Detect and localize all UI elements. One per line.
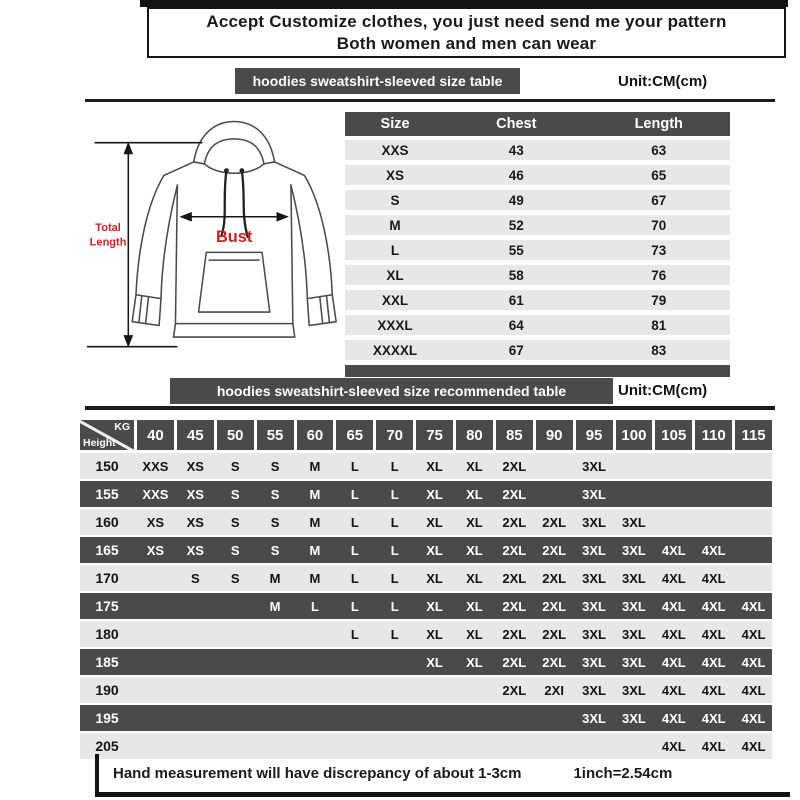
top-border-line: [140, 0, 788, 7]
size-recommendation-cell: XXS: [142, 458, 169, 474]
recommended-table-header: [80, 420, 772, 450]
kg-label: KG: [114, 421, 130, 433]
length-column-header: Length: [634, 116, 683, 132]
bust-arrow: [179, 212, 289, 222]
size-recommendation-cell: 3XL: [582, 626, 606, 642]
size-recommendation-cell: XS: [186, 458, 204, 474]
size-table-row: [345, 265, 730, 285]
size-recommendation-cell: 3XL: [582, 514, 606, 530]
size-recommendation-cell: M: [309, 514, 321, 530]
size-recommendation-cell: 4XL: [701, 598, 726, 614]
recommend-row: [80, 537, 772, 563]
size-recommendation-cell: L: [350, 486, 359, 502]
size-recommendation-cell: XL: [466, 514, 483, 530]
size-recommendation-cell: 3XL: [582, 570, 606, 586]
length-cell: 76: [651, 267, 667, 283]
chest-cell: 52: [508, 217, 524, 233]
size-cell: XXXL: [377, 317, 413, 333]
size-recommendation-cell: S: [230, 542, 240, 558]
size-table-row: [345, 315, 730, 335]
size-recommendation-cell: 4XL: [661, 542, 686, 558]
size-recommendation-cell: 2XL: [542, 514, 567, 530]
size-recommendation-cell: S: [270, 542, 280, 558]
height-cell: 155: [95, 486, 119, 502]
chest-cell: 49: [508, 192, 524, 208]
height-label: Height: [83, 437, 116, 449]
size-recommendation-cell: 3XL: [622, 514, 646, 530]
size-recommendation-cell: 3XL: [622, 542, 646, 558]
size-recommendation-cell: L: [350, 458, 359, 474]
size-recommendation-cell: M: [309, 458, 321, 474]
size-recommendation-cell: 2XL: [542, 570, 567, 586]
size-recommendation-cell: L: [310, 598, 319, 614]
size-recommendation-cell: 2XL: [502, 570, 527, 586]
height-cell: 165: [95, 542, 119, 558]
size-cell: M: [389, 217, 401, 233]
size-recommendation-cell: XL: [466, 570, 483, 586]
weight-column-header: 90: [536, 420, 573, 450]
recommended-table: [80, 420, 772, 761]
size-recommendation-cell: 2XL: [502, 626, 527, 642]
size-recommendation-cell: M: [269, 598, 281, 614]
size-recommendation-cell: L: [350, 514, 359, 530]
size-recommendation-cell: 2XL: [502, 542, 527, 558]
length-cell: 81: [651, 317, 667, 333]
size-recommendation-cell: S: [230, 514, 240, 530]
size-recommendation-cell: XL: [466, 626, 483, 642]
banner-line2: Both women and men can wear: [336, 33, 597, 53]
size-recommendation-cell: S: [230, 486, 240, 502]
chest-cell: 58: [508, 267, 524, 283]
height-cell: 205: [95, 738, 119, 754]
size-recommendation-cell: XL: [426, 542, 443, 558]
weight-column-header: 50: [217, 420, 254, 450]
size-recommendation-cell: 2XL: [502, 598, 527, 614]
total-length-label-line1: Total: [95, 222, 121, 235]
size-recommendation-cell: 3XL: [622, 626, 646, 642]
size-recommendation-cell: 3XL: [582, 486, 606, 502]
length-cell: 65: [651, 167, 667, 183]
divider-line-2: [85, 406, 775, 410]
weight-column-header: 70: [376, 420, 413, 450]
size-table-row: [345, 240, 730, 260]
size-cell: XS: [386, 167, 405, 183]
size-recommendation-cell: 2XL: [542, 654, 567, 670]
size-recommendation-cell: L: [350, 570, 359, 586]
chest-cell: 64: [508, 317, 524, 333]
hoodie-measure-diagram: [85, 110, 340, 364]
size-table-row: [345, 290, 730, 310]
height-cell: 180: [95, 626, 119, 642]
size-recommendation-cell: XL: [466, 654, 483, 670]
length-cell: 63: [651, 142, 667, 158]
size-recommendation-cell: XL: [466, 598, 483, 614]
height-cell: 195: [95, 710, 119, 726]
length-cell: 83: [651, 342, 667, 358]
size-recommendation-cell: 2XL: [502, 486, 527, 502]
size-table-row: [345, 140, 730, 160]
size-table-footer-bar: [345, 365, 730, 377]
size-cell: XXXXL: [372, 342, 418, 358]
recommend-row: [80, 481, 772, 507]
size-recommendation-cell: M: [309, 486, 321, 502]
size-recommendation-cell: 3XL: [622, 682, 646, 698]
weight-column-header: 80: [456, 420, 493, 450]
size-cell: XXS: [381, 142, 409, 158]
size-recommendation-cell: L: [390, 626, 399, 642]
recommend-row: [80, 705, 772, 731]
chest-cell: 43: [508, 142, 524, 158]
size-recommendation-cell: 4XL: [701, 654, 726, 670]
size-recommendation-cell: L: [350, 542, 359, 558]
size-recommendation-cell: 4XL: [661, 654, 686, 670]
size-table-unit: Unit:CM(cm): [618, 73, 708, 90]
size-recommendation-cell: 4XL: [701, 626, 726, 642]
recommend-row: [80, 677, 772, 703]
weight-column-header: 45: [177, 420, 214, 450]
size-recommendation-cell: L: [390, 486, 399, 502]
size-recommendation-cell: 4XL: [741, 738, 766, 754]
weight-column-header: 75: [416, 420, 453, 450]
size-recommendation-cell: S: [270, 514, 280, 530]
size-recommendation-cell: L: [390, 514, 399, 530]
recommend-row: [80, 453, 772, 479]
size-recommendation-cell: L: [390, 542, 399, 558]
size-recommendation-cell: M: [309, 542, 321, 558]
size-table-body: [345, 140, 730, 360]
size-recommendation-cell: 3XL: [582, 682, 606, 698]
size-recommendation-cell: L: [390, 570, 399, 586]
size-recommendation-cell: S: [230, 458, 240, 474]
size-recommendation-cell: XS: [146, 542, 165, 558]
size-recommendation-cell: XL: [426, 570, 443, 586]
size-recommendation-cell: XS: [186, 486, 204, 502]
size-recommendation-cell: M: [269, 570, 281, 586]
bust-label: Bust: [215, 227, 253, 246]
size-recommendation-cell: S: [190, 570, 200, 586]
size-recommendation-cell: L: [350, 626, 359, 642]
size-recommendation-cell: 3XL: [582, 458, 606, 474]
size-recommendation-cell: 4XL: [701, 738, 726, 754]
chest-cell: 46: [508, 167, 524, 183]
kg-height-corner-cell: [80, 420, 134, 450]
size-recommendation-cell: 2XI: [544, 682, 564, 698]
size-recommendation-cell: XS: [146, 514, 165, 530]
size-cell: XXL: [381, 292, 409, 308]
size-recommendation-cell: 3XL: [582, 654, 606, 670]
size-recommendation-cell: 3XL: [622, 654, 646, 670]
customize-banner: [147, 7, 786, 58]
size-recommendation-cell: 4XL: [661, 738, 686, 754]
size-recommendation-cell: 4XL: [741, 626, 766, 642]
size-recommendation-cell: L: [350, 598, 359, 614]
size-recommendation-cell: 3XL: [582, 542, 606, 558]
size-recommendation-cell: S: [270, 458, 280, 474]
size-recommendation-cell: XXS: [142, 486, 169, 502]
size-table: [345, 112, 730, 377]
size-recommendation-cell: 2XL: [542, 598, 567, 614]
size-recommendation-cell: XL: [426, 514, 443, 530]
chest-cell: 55: [508, 242, 524, 258]
size-recommendation-cell: XL: [426, 486, 443, 502]
size-recommendation-cell: XL: [466, 542, 483, 558]
size-recommendation-cell: 2XL: [502, 654, 527, 670]
height-cell: 170: [95, 570, 119, 586]
weight-column-header: 115: [735, 420, 772, 450]
height-cell: 150: [95, 458, 119, 474]
size-recommendation-cell: 3XL: [622, 598, 646, 614]
size-recommendation-cell: 4XL: [661, 626, 686, 642]
size-recommendation-cell: 3XL: [582, 598, 606, 614]
length-cell: 67: [651, 192, 667, 208]
size-recommendation-cell: XL: [426, 626, 443, 642]
size-recommendation-cell: 2XL: [542, 542, 567, 558]
size-recommendation-cell: 4XL: [741, 598, 766, 614]
size-recommendation-cell: 4XL: [661, 710, 686, 726]
weight-column-header: 40: [137, 420, 174, 450]
size-table-row: [345, 165, 730, 185]
size-cell: XL: [386, 267, 404, 283]
recommend-row: [80, 621, 772, 647]
size-recommendation-cell: XS: [186, 514, 204, 530]
recommend-row: [80, 565, 772, 591]
recommend-row: [80, 593, 772, 619]
size-recommendation-cell: 4XL: [701, 710, 726, 726]
weight-column-header: 110: [695, 420, 732, 450]
size-recommendation-cell: 4XL: [741, 654, 766, 670]
weight-column-header: 65: [336, 420, 373, 450]
inch-conversion: 1inch=2.54cm: [573, 764, 673, 782]
size-recommendation-cell: 3XL: [622, 710, 646, 726]
size-table-title: hoodies sweatshirt-sleeved size table: [235, 68, 520, 94]
recommend-row: [80, 649, 772, 675]
size-recommendation-cell: 3XL: [582, 710, 606, 726]
size-recommendation-cell: XS: [186, 542, 204, 558]
weight-column-header: 100: [616, 420, 653, 450]
chest-cell: 67: [508, 342, 524, 358]
size-recommendation-cell: XL: [466, 486, 483, 502]
recommend-row: [80, 509, 772, 535]
recommended-table-title: hoodies sweatshirt-sleeved size recommended table: [170, 378, 613, 404]
size-recommendation-cell: 2XL: [502, 458, 527, 474]
size-recommendation-cell: 4XL: [741, 682, 766, 698]
size-column-header: Size: [380, 116, 410, 132]
size-table-row: [345, 340, 730, 360]
recommended-table-body: [80, 453, 772, 759]
size-recommendation-cell: 4XL: [661, 682, 686, 698]
height-cell: 185: [95, 654, 119, 670]
size-recommendation-cell: 3XL: [622, 570, 646, 586]
banner-line1: Accept Customize clothes, you just need send me your pattern: [206, 11, 727, 31]
size-table-header: [345, 112, 730, 136]
footer-note: [95, 754, 790, 797]
size-table-row: [345, 215, 730, 235]
weight-column-header: 60: [297, 420, 334, 450]
size-recommendation-cell: L: [390, 598, 399, 614]
measurement-note: Hand measurement will have discrepancy of about 1-3cm: [113, 764, 522, 782]
length-cell: 70: [651, 217, 667, 233]
chest-cell: 61: [508, 292, 524, 308]
total-length-label-line2: Length: [89, 236, 127, 249]
size-recommendation-cell: XL: [466, 458, 483, 474]
weight-column-header: 105: [655, 420, 692, 450]
size-recommendation-cell: 4XL: [701, 682, 726, 698]
size-recommendation-cell: S: [270, 486, 280, 502]
weight-column-header: 85: [496, 420, 533, 450]
size-recommendation-cell: 4XL: [661, 570, 686, 586]
height-cell: 190: [95, 682, 119, 698]
length-cell: 73: [651, 242, 667, 258]
size-recommendation-cell: 2XL: [502, 682, 527, 698]
size-table-row: [345, 190, 730, 210]
size-recommendation-cell: L: [390, 458, 399, 474]
size-recommendation-cell: 2XL: [542, 626, 567, 642]
size-cell: S: [390, 192, 400, 208]
size-recommendation-cell: XL: [426, 458, 443, 474]
size-recommendation-cell: 4XL: [661, 598, 686, 614]
size-recommendation-cell: XL: [426, 654, 443, 670]
size-recommendation-cell: 4XL: [741, 710, 766, 726]
size-recommendation-cell: 4XL: [701, 542, 726, 558]
divider-line: [85, 99, 775, 102]
recommended-table-unit: Unit:CM(cm): [618, 382, 708, 399]
size-recommendation-cell: 2XL: [502, 514, 527, 530]
size-recommendation-cell: M: [309, 570, 321, 586]
size-recommendation-cell: 4XL: [701, 570, 726, 586]
height-cell: 175: [95, 598, 119, 614]
size-recommendation-cell: S: [230, 570, 240, 586]
chest-column-header: Chest: [496, 116, 537, 132]
size-cell: L: [390, 242, 400, 258]
length-cell: 79: [651, 292, 667, 308]
size-recommendation-cell: XL: [426, 598, 443, 614]
hoodie-illustration: [85, 110, 340, 364]
weight-column-header: 95: [576, 420, 613, 450]
weight-column-header: 55: [257, 420, 294, 450]
height-cell: 160: [95, 514, 119, 530]
